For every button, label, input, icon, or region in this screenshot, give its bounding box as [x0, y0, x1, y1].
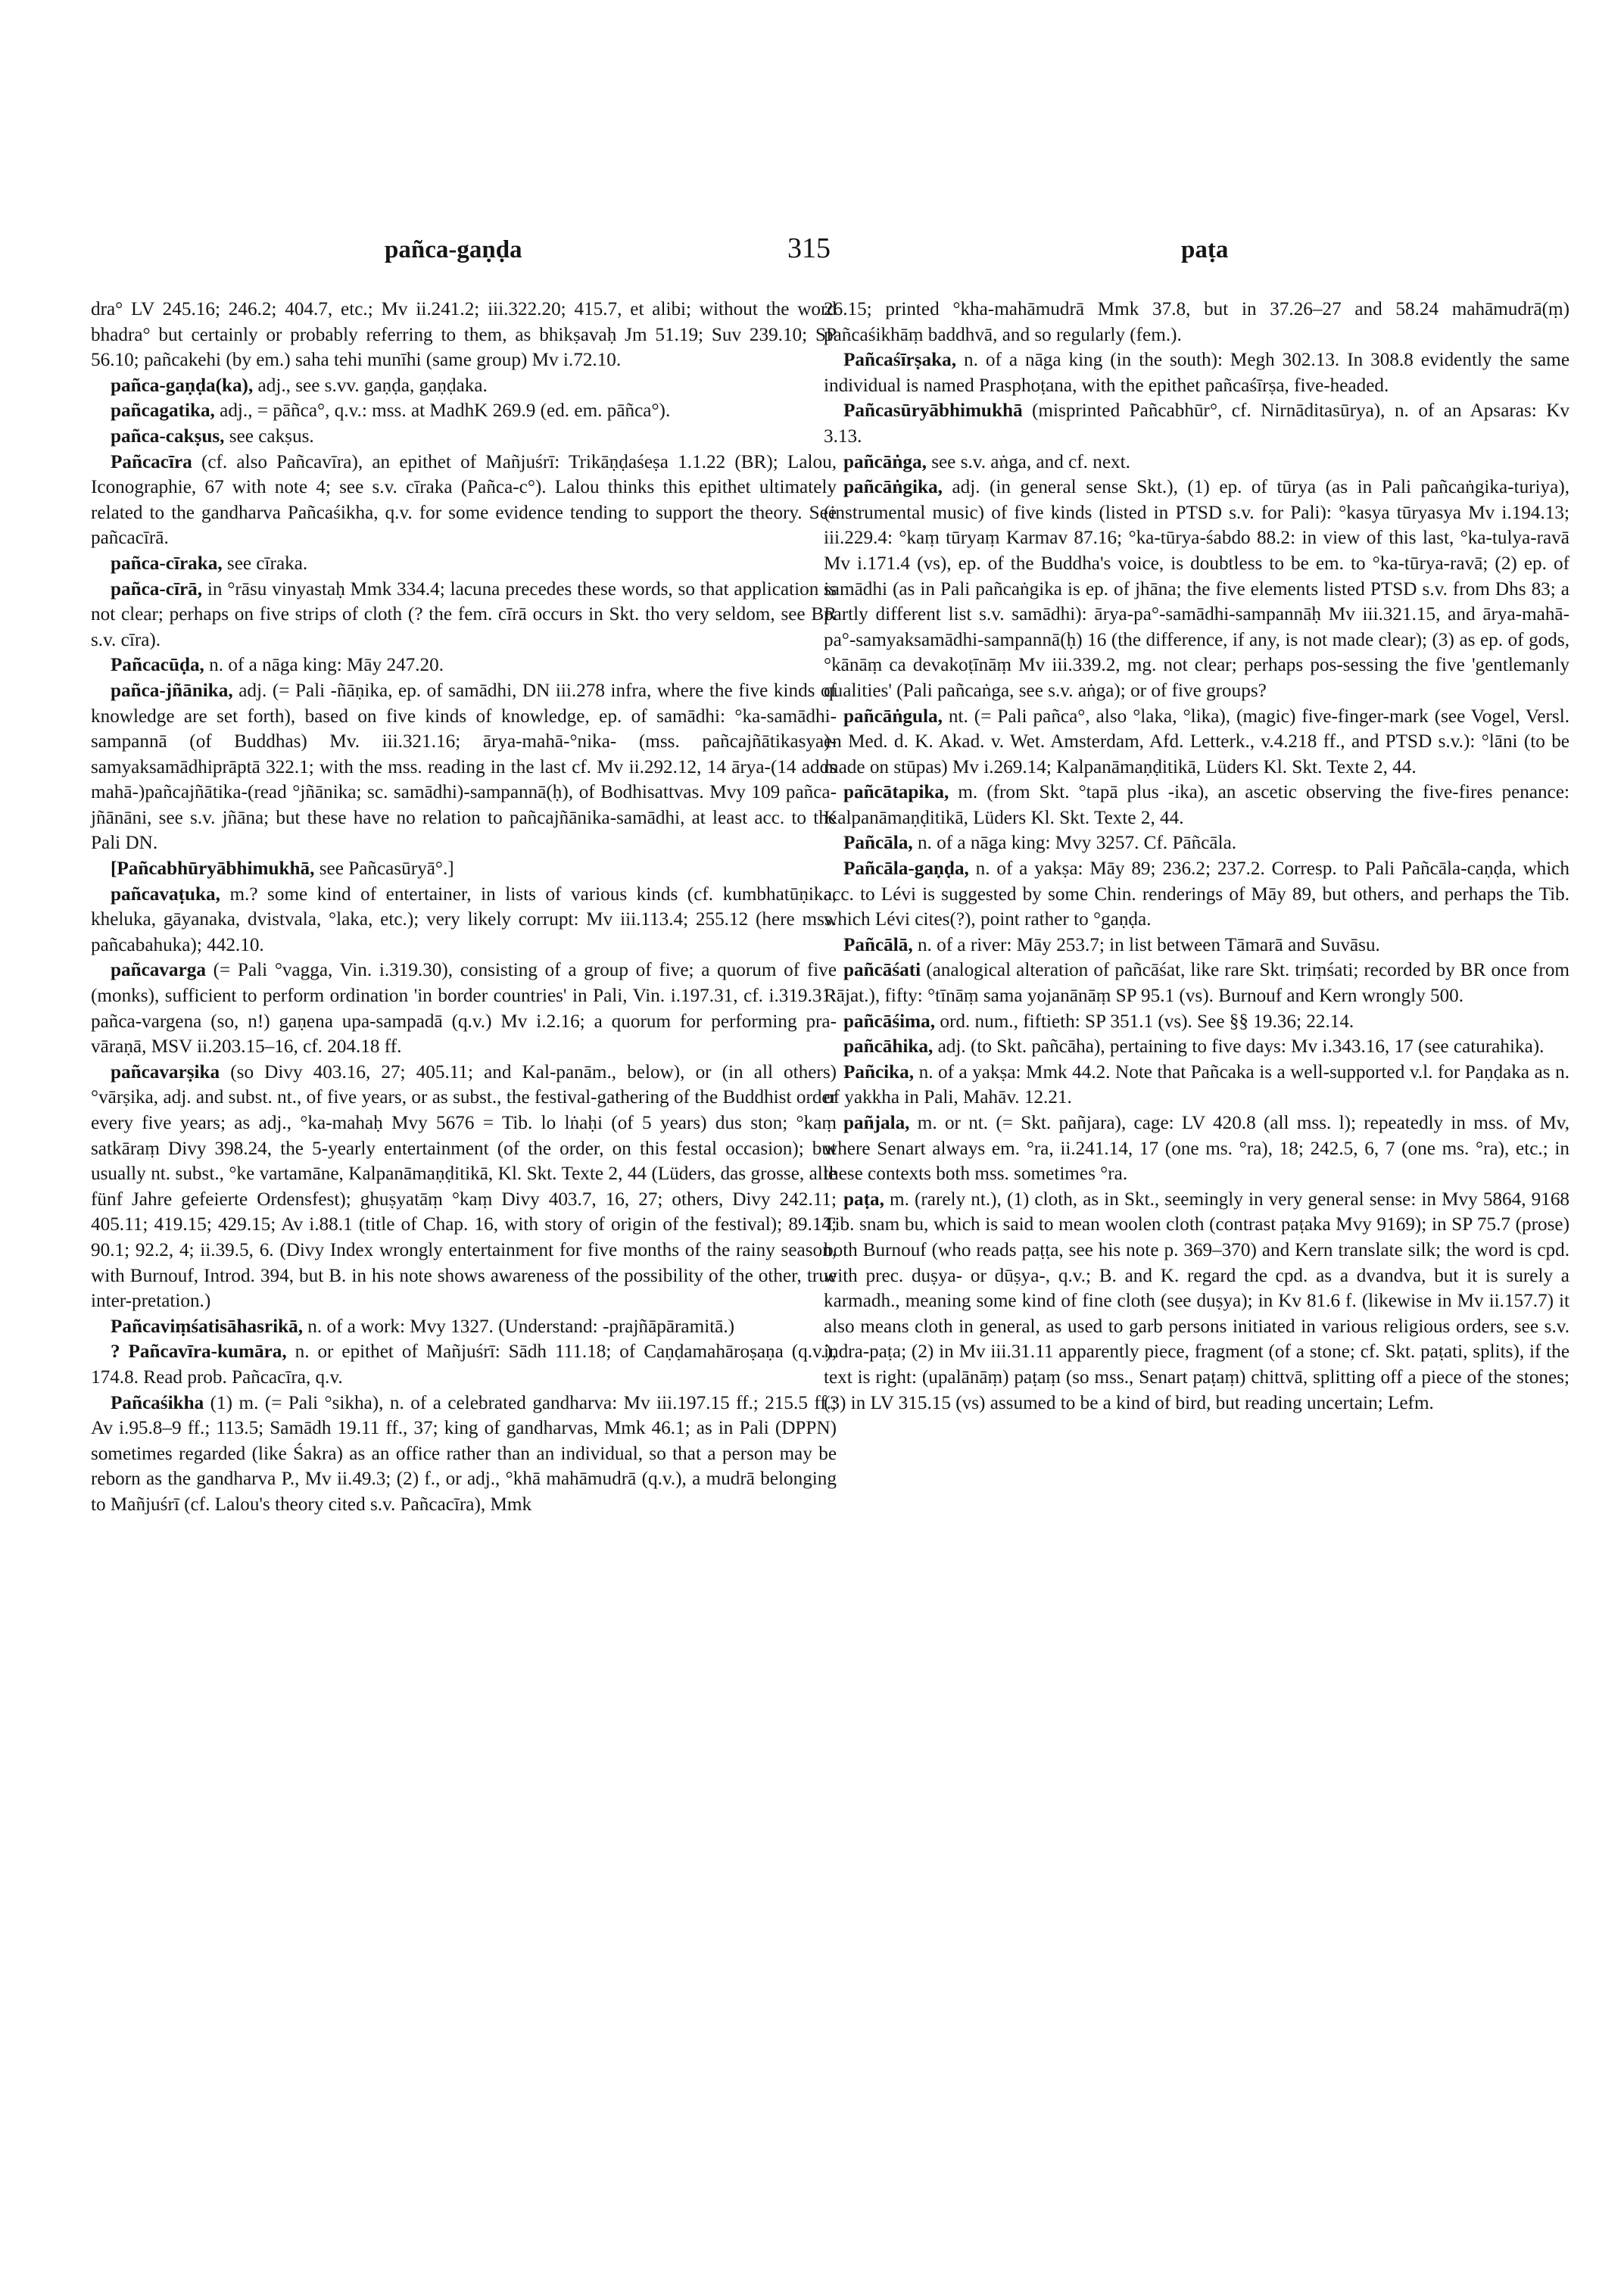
- entry-headword: pañjala,: [843, 1113, 910, 1133]
- dictionary-entry: [824, 830, 1569, 856]
- running-head-left: pañca-gaṇḍa: [385, 236, 522, 263]
- entry-headword: pañcavarṣika: [111, 1061, 220, 1083]
- dictionary-entry: [91, 678, 837, 856]
- entry-headword: pañcavarga: [111, 960, 206, 981]
- entry-headword: pañca-cakṣus,: [111, 425, 225, 447]
- dictionary-entry: [91, 1314, 837, 1340]
- dictionary-entry: [824, 1187, 1569, 1416]
- dictionary-entry: [91, 1060, 837, 1314]
- entry-headword: pañcāśima,: [843, 1011, 936, 1032]
- entry-definition: nt. (= Pali pañca°, also °laka, °lika), (magic) five-finger-mark (see Vogel, Versl. en Med. d. K. Akad. v. Wet. Amsterdam, Afd. Letterk., v.4.218 ff., and PTSD s.v.): °lāni (to be made on stūpas) Mv i.269.14; Kalpanāmaṇḍitikā, Lüders Kl. Skt. Texte 2, 44.: [824, 706, 1569, 777]
- entry-definition: (1) m. (= Pali °sikha), n. of a celebrated gandharva: Mv iii.197.15 ff.; 215.5 ff.; Av i.95.8–9 ff.; 113.5; Samādh 19.11 ff., 37; king of gandharvas, Mmk 46.1; as in Pali (DPPN) sometimes regarded (like Śakra) as an office rather than an individual, so that a person may be reborn as the gandharva P., Mv ii.49.3; (2) f., or adj., °khā mahāmudrā (q.v.), a mudrā belonging to Mañjuśrī (cf. Lalou's theory cited s.v. Pañcacīra), Mmk: [91, 1392, 837, 1515]
- entry-definition: n. of a nāga king: Māy 247.20.: [209, 655, 444, 676]
- entry-headword: pañcāṅga,: [843, 451, 927, 472]
- entry-definition: (so Divy 403.16, 27; 405.11; and Kal-panām., below), or (in all others) °vārṣika, adj. and subst. nt., of five years, or as subst., the festival-gathering of the Buddhist order every five years; as adj., °ka-mahaḥ Mvy 5676 = Tib. lo lṅaḥi (of 5 years) dus ston; °kaṃ satkāraṃ Divy 398.24, the 5-yearly entertainment (of the order, on this festal occasion); but usually nt. subst., °ke vartamāne, Kalpanāmaṇḍitikā, Kl. Skt. Texte 2, 44 (Lüders, das grosse, alle fünf Jahre gefeierte Ordensfest); ghuṣyatāṃ °kaṃ Divy 403.7, 16, 27; others, Divy 242.11; 405.11; 419.15; 429.15; Av i.88.1 (title of Chap. 16, with story of origin of the festival); 89.14; 90.1; 92.2, 4; ii.39.5, 6. (Divy Index wrongly entertainment for five months of the rainy season, with Burnouf, Introd. 394, but B. in his note shows awareness of the possibility of the other, true inter-pretation.): [91, 1061, 837, 1312]
- entry-definition: see Pañcasūryā°.]: [319, 858, 454, 880]
- entry-definition: see cīraka.: [226, 553, 308, 574]
- dictionary-entry: [91, 1391, 837, 1518]
- entry-definition: m. (rarely nt.), (1) cloth, as in Skt., seemingly in very general sense: in Mvy 5864, 9168 Tib. snam bu, which is said to mean woolen cloth (contrast paṭaka Mvy 9169); in SP 75.7 (prose) both Burnouf (who reads paṭṭa, see his note p. 369–370) and Kern translate silk; the word is cpd. with prec. duṣya- or dūṣya-, q.v.; B. and K. regard the cpd. as a dvandva, but it is surely a karmadh., meaning some kind of fine cloth (see duṣya); in Kv 81.6 f. (likewise in Mv ii.157.7) it also means cloth in general, as used to garb persons initiated in various religious orders, see s.v. indra-paṭa; (2) in Mv iii.31.11 apparently piece, fragment (of a stone; cf. Skt. paṭati, splits), if the text is right: (upalānāṃ) paṭaṃ (so mss., Senart paṭaṃ) chittvā, splitting off a piece of the stones; (3) in LV 315.15 (vs) assumed to be a kind of bird, but reading uncertain; Lefm.: [824, 1189, 1570, 1413]
- entry-definition: n. of a river: Māy 253.7; in list between Tāmarā and Suvāsu.: [917, 934, 1380, 955]
- entry-definition: see cakṣus.: [229, 425, 314, 447]
- entry-definition: n. or epithet of Mañjuśrī: Sādh 111.18; of Caṇḍamahāroṣaṇa (q.v.), 174.8. Read prob. Pañcacīra, q.v.: [91, 1341, 837, 1388]
- dictionary-entry: [824, 1060, 1569, 1111]
- entry-headword: pañcāśati: [843, 960, 921, 981]
- entry-definition: n. of a yakṣa: Mmk 44.2. Note that Pañcaka is a well-supported v.l. for Paṇḍaka as n. of yakkha in Pali, Mahāv. 12.21.: [824, 1061, 1569, 1108]
- entry-headword: pañcāṅgika,: [843, 477, 943, 498]
- entry-definition: (= Pali °vagga, Vin. i.319.30), consisting of a group of five; a quorum of five (monks), sufficient to perform ordination 'in border countries' in Pali, Vin. i.197.31, cf. i.319.31: pañca-vargena (so, n!) gaṇena upa-sampadā (q.v.) Mv i.2.16; a quorum for performing pra-vāraṇā, MSV ii.203.15–16, cf. 204.18 ff.: [91, 960, 837, 1058]
- entry-headword: Pañcaśikha: [111, 1392, 204, 1413]
- dictionary-entry: [91, 1339, 837, 1390]
- dictionary-entry: [824, 297, 1569, 347]
- dictionary-entry: [824, 1034, 1569, 1060]
- running-head-right: paṭa: [1181, 236, 1229, 263]
- dictionary-entry: [91, 653, 837, 678]
- dictionary-entry: [91, 856, 837, 882]
- entry-definition: adj. (in general sense Skt.), (1) ep. of tūrya (as in Pali pañcaṅgika-turiya), (instrumental music) of five kinds (listed in PTSD s.v. for Pali): °kasya tūryasya Mv i.194.13; iii.229.4: °kaṃ tūryaṃ Karmav 87.16; °ka-tūrya-śabdo 88.2: in view of this last, °ka-tulya-ravā Mv i.171.4 (vs), ep. of the Buddha's voice, is doubtless to be em. to °ka-tūrya-ravā; (2) ep. of samādhi (as in Pali pañcaṅgika is ep. of jhāna; the five elements listed PTSD s.v. from Dhs 83; a partly different list s.v. samādhi): ārya-pa°-samādhi-sampannāḥ Mv iii.321.15, and ārya-mahā-pa°-samyaksamādhi-sampannā(ḥ) 16 (the difference, if any, is not made clear); (3) as ep. of gods, °kānāṃ ca devakoṭīnāṃ Mv iii.339.2, mg. not clear; perhaps pos-sessing the five 'gentlemanly qualities' (Pali pañcaṅga, see s.v. aṅga); or of five groups?: [824, 477, 1570, 701]
- entry-definition: n. of a work: Mvy 1327. (Understand: -prajñāpāramitā.): [307, 1316, 735, 1337]
- dictionary-entry: [91, 424, 837, 450]
- dictionary-entry: [824, 856, 1569, 933]
- entry-definition: adj. (= Pali -ñāṇika, ep. of samādhi, DN iii.278 infra, where the five kinds of knowledge are set forth), based on five kinds of knowledge, ep. of samādhi: °ka-samādhi-sampannā (of Buddhas) Mv. iii.321.16; ārya-mahā-°nika- (mss. pañcajñātikasya)-samyaksamādhiprāptā 322.1; with the mss. reading in the last cf. Mv ii.292.12, 14 ārya-(14 adds mahā-)pañcajñātika-(read °jñānika; sc. samādhi)-sampannā(ḥ), of Bodhisattvas. Mvy 109 pañca-jñānāni, see s.v. jñāna; but these have no relation to pañcajñānika-samādhi, at least acc. to the Pali DN.: [91, 680, 837, 854]
- dictionary-entry: [824, 933, 1569, 958]
- entry-headword: Pañcacīra: [111, 451, 192, 472]
- entry-definition: in °rāsu vinyastaḥ Mmk 334.4; lacuna precedes these words, so that application is not clear; perhaps on five strips of cloth (? the fem. cīrā occurs in Skt. tho very seldom, see BR s.v. cīra).: [91, 578, 837, 650]
- entry-headword: ? Pañcavīra-kumāra,: [111, 1341, 287, 1363]
- entry-definition: m. or nt. (= Skt. pañjara), cage: LV 420.8 (all mss. l); repeatedly in mss. of Mv, where Senart always em. °ra, ii.241.14, 17 (one ms. °ra), 18; 242.5, 6, 7 (one ms. °ra), etc.; in these contexts both mss. sometimes °ra.: [824, 1113, 1569, 1185]
- dictionary-entry: [91, 958, 837, 1059]
- entry-headword: pañcagatika,: [111, 400, 215, 422]
- dictionary-entry: [824, 780, 1569, 830]
- entry-definition: adj., see s.vv. gaṇḍa, gaṇḍaka.: [257, 375, 488, 396]
- entry-definition: see s.v. aṅga, and cf. next.: [931, 451, 1130, 472]
- dictionary-entry: [91, 297, 837, 373]
- dictionary-entry: [824, 1009, 1569, 1035]
- entry-headword: pañca-jñānika,: [111, 680, 233, 701]
- entry-headword: pañcāṅgula,: [843, 706, 943, 727]
- entry-headword: Pañcika,: [843, 1061, 915, 1083]
- entry-headword: Pañcaśīrṣaka,: [843, 350, 957, 371]
- entry-headword: Pañcacūḍa,: [111, 655, 204, 676]
- entry-headword: Pañcaviṃśatisāhasrikā,: [111, 1316, 303, 1337]
- dictionary-entry: [91, 551, 837, 577]
- entry-definition: m. (from Skt. °tapā plus -ika), an ascetic observing the five-fires penance: Kalpanāmaṇḍitikā, Lüders Kl. Skt. Texte 2, 44.: [824, 782, 1569, 828]
- dictionary-entry: [91, 373, 837, 399]
- entry-headword: [Pañcabhūryābhimukhā,: [111, 858, 315, 880]
- right-column: [824, 297, 1569, 1416]
- dictionary-entry: [824, 450, 1569, 475]
- page-number: 315: [787, 232, 831, 264]
- entry-definition: adj. (to Skt. pañcāha), pertaining to five days: Mv i.343.16, 17 (see caturahika).: [937, 1036, 1545, 1058]
- entry-headword: Pañcasūryābhimukhā: [843, 400, 1023, 422]
- entry-definition: n. of a nāga king (in the south): Megh 302.13. In 308.8 evidently the same individual is named Prasphoṭana, with the epithet pañcaśīrṣa, five-headed.: [824, 350, 1570, 396]
- entry-definition: adj., = pāñca°, q.v.: mss. at MadhK 269.9 (ed. em. pāñca°).: [220, 400, 671, 422]
- entry-definition: n. of a yakṣa: Māy 89; 236.2; 237.2. Corresp. to Pali Pañcāla-caṇḍa, which acc. to Lévi is suggested by some Chin. renderings of Māy 89, but others, and perhaps the Tib. which Lévi cites(?), point rather to °gaṇḍa.: [824, 858, 1569, 930]
- entry-definition: n. of a nāga king: Mvy 3257. Cf. Pāñcāla.: [917, 833, 1237, 854]
- page-header: [0, 232, 1624, 274]
- dictionary-entry: [824, 475, 1569, 703]
- dictionary-entry: [91, 882, 837, 958]
- entry-definition: (analogical alteration of pañcāśat, like rare Skt. triṃśati; recorded by BR once from Rājat.), fifty: °tīnāṃ sama yojanānāṃ SP 95.1 (vs). Burnouf and Kern wrongly 500.: [824, 960, 1570, 1007]
- entry-headword: paṭa,: [843, 1189, 884, 1210]
- entry-headword: Pañcāla,: [843, 833, 913, 854]
- dictionary-entry: [824, 1111, 1569, 1187]
- entry-definition: m.? some kind of entertainer, in lists of various kinds (cf. kumbhatūṇika, kheluka, gāyanaka, dvistvala, °laka, etc.); very likely corrupt: Mv iii.113.4; 255.12 (here mss. pañcabahuka); 442.10.: [91, 883, 837, 955]
- dictionary-entry: [824, 704, 1569, 780]
- dictionary-entry: [91, 398, 837, 424]
- entry-definition: (cf. also Pañcavīra), an epithet of Mañjuśrī: Trikāṇḍaśeṣa 1.1.22 (BR); Lalou, Iconographie, 67 with note 4; see s.v. cīraka (Pañca-c°). Lalou thinks this epithet ultimately related to the gandharva Pañcaśikha, q.v. for some evidence tending to support the theory. See pañcacīrā.: [91, 451, 837, 549]
- entry-definition: ord. num., fiftieth: SP 351.1 (vs). See §§ 19.36; 22.14.: [940, 1011, 1354, 1032]
- entry-headword: pañcāhika,: [843, 1036, 934, 1058]
- dictionary-entry: [824, 347, 1569, 398]
- entry-definition: dra° LV 245.16; 246.2; 404.7, etc.; Mv ii.241.2; iii.322.20; 415.7, et alibi; without the word bhadra° but certainly or probably referring to them, as bhikṣavaḥ Jm 51.19; Suv 239.10; SP 56.10; pañcakehi (by em.) saha tehi munīhi (same group) Mv i.72.10.: [91, 299, 837, 371]
- dictionary-entry: [91, 577, 837, 653]
- entry-headword: pañca-gaṇḍa(ka),: [111, 375, 254, 396]
- entry-definition: (misprinted Pañcabhūr°, cf. Nirnāditasūrya), n. of an Apsaras: Kv 3.13.: [824, 400, 1570, 447]
- entry-headword: Pañcāla-gaṇḍa,: [843, 858, 969, 880]
- dictionary-entry: [824, 958, 1569, 1008]
- dictionary-entry: [91, 450, 837, 551]
- entry-headword: Pañcālā,: [843, 934, 913, 955]
- dictionary-entry: [824, 398, 1569, 449]
- entry-headword: pañcātapika,: [843, 782, 949, 803]
- entry-headword: pañca-cīraka,: [111, 553, 223, 574]
- entry-headword: pañcavaṭuka,: [111, 883, 220, 905]
- left-column: [91, 297, 837, 1518]
- entry-headword: pañca-cīrā,: [111, 578, 203, 600]
- entry-definition: 26.15; printed °kha-mahāmudrā Mmk 37.8, but in 37.26–27 and 58.24 mahāmudrā(ṃ) pañcaśikhāṃ baddhvā, and so regularly (fem.).: [824, 299, 1569, 345]
